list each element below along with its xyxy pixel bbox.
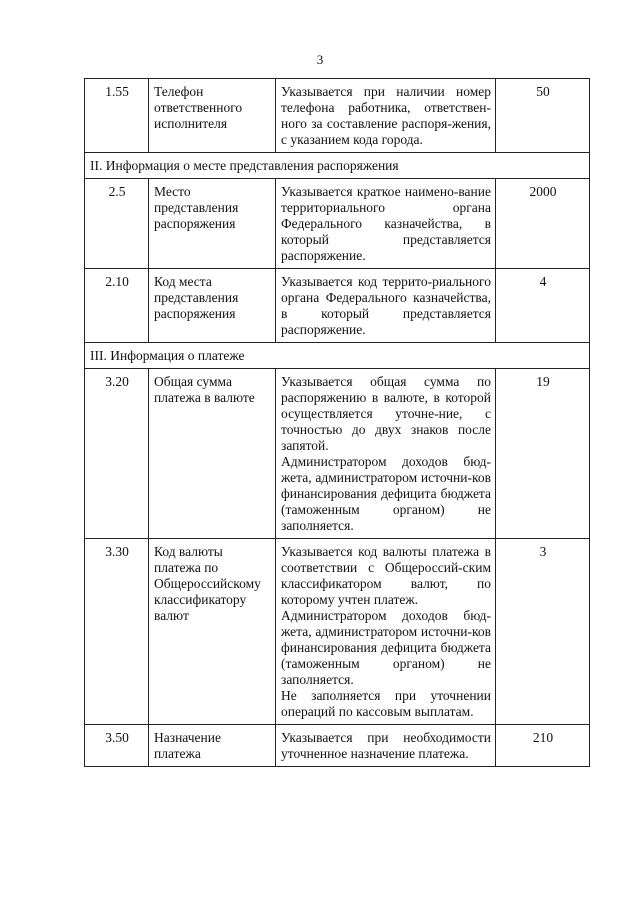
fields-table <box>84 78 590 767</box>
field-length: 4 <box>496 269 590 343</box>
table-row <box>85 79 590 153</box>
description-paragraph: Указывается при необходимости уточненное назначение платежа. <box>281 730 491 761</box>
fields-table-body <box>85 79 590 767</box>
field-length: 2000 <box>496 179 590 269</box>
field-number: 3.50 <box>85 725 149 767</box>
field-number: 1.55 <box>85 79 149 153</box>
field-description <box>276 79 496 153</box>
field-description <box>276 539 496 725</box>
field-description <box>276 269 496 343</box>
field-name: Место представления распоряжения <box>149 179 276 269</box>
table-row <box>85 539 590 725</box>
description-paragraph: Указывается код валюты платежа в соответствии с Общероссий-ским классификатором валют, по которому учтен платеж. <box>281 544 491 607</box>
table-row <box>85 369 590 539</box>
field-length: 50 <box>496 79 590 153</box>
description-paragraph: Указывается при наличии номер телефона работника, ответствен-ного за составление распоря-жения, с указанием кода города. <box>281 84 491 147</box>
field-length: 19 <box>496 369 590 539</box>
field-name: Код места представления распоряжения <box>149 269 276 343</box>
section-header-row <box>85 343 590 369</box>
field-number: 3.30 <box>85 539 149 725</box>
field-name: Общая сумма платежа в валюте <box>149 369 276 539</box>
description-paragraph: Администратором доходов бюд-жета, администратором источни-ков финансирования дефицита бюджета (таможенным органом) не заполняется. <box>281 454 491 533</box>
description-paragraph: Указывается краткое наимено-вание территориального органа Федерального казначейства, в который представляется распоряжение. <box>281 184 491 263</box>
field-description <box>276 725 496 767</box>
table-row <box>85 269 590 343</box>
field-number: 2.10 <box>85 269 149 343</box>
field-length: 210 <box>496 725 590 767</box>
table-row <box>85 179 590 269</box>
field-name: Назначение платежа <box>149 725 276 767</box>
section-title: III. Информация о платеже <box>85 343 590 369</box>
section-title: II. Информация о месте представления распоряжения <box>85 153 590 179</box>
field-description <box>276 179 496 269</box>
section-header-row <box>85 153 590 179</box>
description-paragraph: Администратором доходов бюд-жета, администратором источни-ков финансирования дефицита бюджета (таможенным органом) не заполняется. <box>281 608 491 687</box>
field-length: 3 <box>496 539 590 725</box>
description-paragraph: Не заполняется при уточнении операций по кассовым выплатам. <box>281 688 491 719</box>
page-number: 3 <box>316 52 324 67</box>
field-description <box>276 369 496 539</box>
field-number: 3.20 <box>85 369 149 539</box>
description-paragraph: Указывается код террито-риального органа Федерального казначейства, в который представляется распоряжение. <box>281 274 491 337</box>
field-name: Телефон ответственного исполнителя <box>149 79 276 153</box>
field-number: 2.5 <box>85 179 149 269</box>
table-row <box>85 725 590 767</box>
field-name: Код валюты платежа по Общероссийскому классификатору валют <box>149 539 276 725</box>
description-paragraph: Указывается общая сумма по распоряжению в валюте, в которой осуществляется уточне-ние, с точностью до двух знаков после запятой. <box>281 374 491 453</box>
